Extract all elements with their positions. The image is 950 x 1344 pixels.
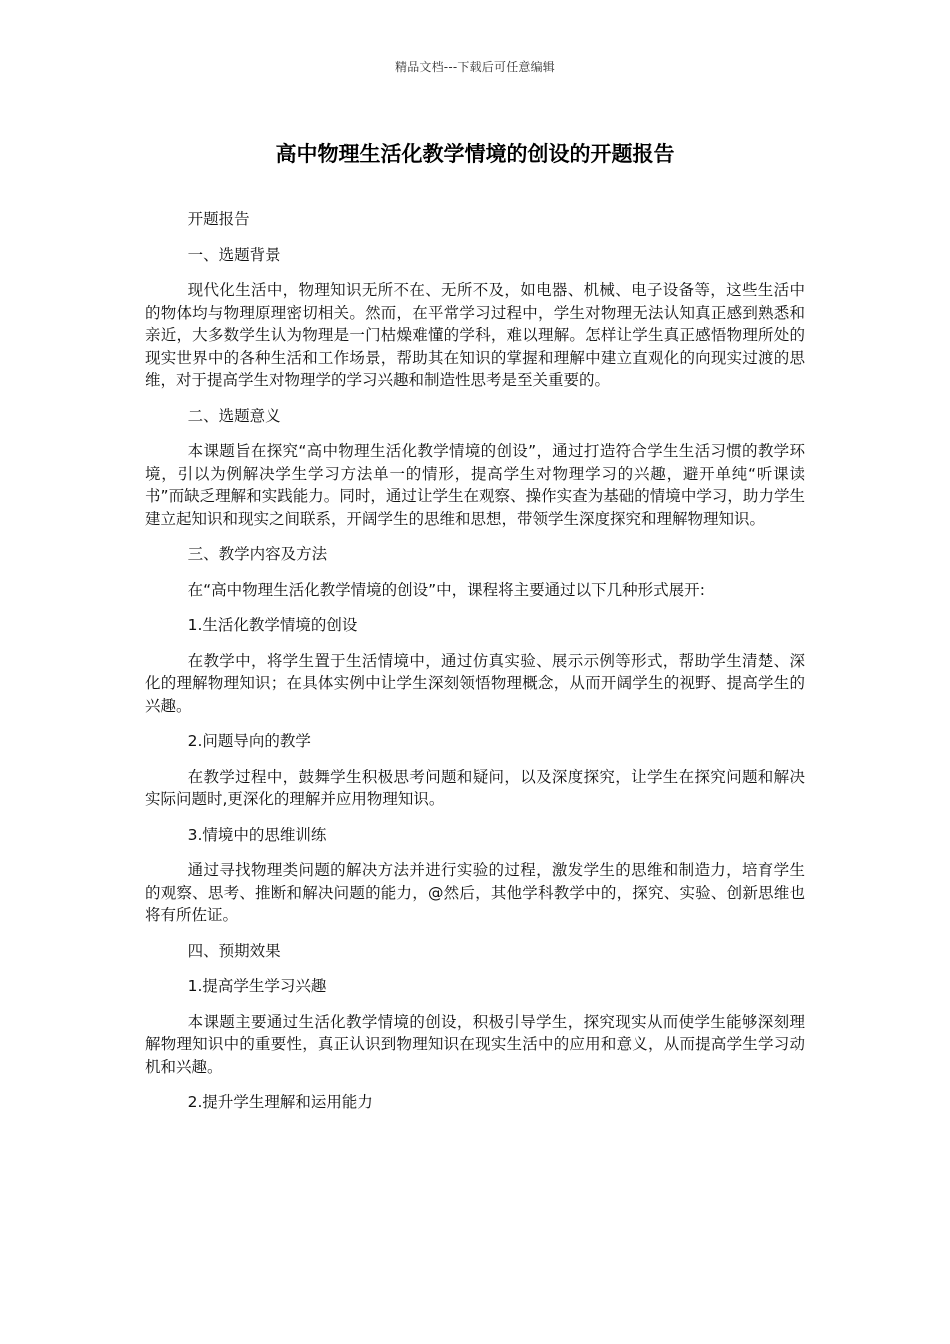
paragraph-content-intro: 在“高中物理生活化教学情境的创设”中，课程将主要通过以下几种形式展开: (187, 580, 705, 599)
paragraph-life-situation: 在教学中，将学生置于生活情境中，通过仿真实验、展示示例等形式，帮助学生清楚、深化的理解物理知识；在具体实例中让学生深刻领悟物理概念，从而开阔学生的视野、提高学生的兴趣。 (145, 651, 805, 715)
document-body (145, 208, 805, 1127)
paragraph-background: 现代化生活中，物理知识无所不在、无所不及，如电器、机械、电子设备等，这些生活中的物体均与物理原理密切相关。然而，在平常学习过程中，学生对物理无法认知真正感到熟悉和亲近，大多数学生认为物理是一门枯燥难懂的学科，难以理解。怎样让学生真正感悟物理所处的现实世界中的各种生活和工作场景，帮助其在知识的掌握和理解中建立直观化的向现实过渡的思维，对于提高学生对物理学的学习兴趣和制造性思考是至关重要的。 (145, 281, 805, 389)
subheading-problem-oriented: 2.问题导向的教学 (187, 732, 311, 750)
document-title: 高中物理生活化教学情境的创设的开题报告 (275, 142, 675, 166)
paragraph-problem-oriented: 在教学过程中，鼓舞学生积极思考问题和疑问，以及深度探究，让学生在探究问题和解决实际问题时,更深化的理解并应用物理知识。 (145, 767, 805, 808)
section-heading-significance: 二、选题意义 (187, 406, 281, 425)
section-heading-background: 一、选题背景 (187, 245, 281, 264)
paragraph-significance: 本课题旨在探究“高中物理生活化教学情境的创设”，通过打造符合学生生活习惯的教学环境，引以为例解决学生学习方法单一的情形，提高学生对物理学习的兴趣，避开单纯“听课读书”而缺乏理解和实践能力。同时，通过让学生在观察、操作实查为基础的情境中学习，助力学生建立起知识和现实之间联系，开阔学生的思维和思想，带领学生深度探究和理解物理知识。 (145, 442, 805, 528)
subheading-improve-ability: 2.提升学生理解和运用能力 (187, 1093, 373, 1111)
report-label: 开题报告 (187, 210, 250, 228)
subheading-life-situation: 1.生活化教学情境的创设 (187, 616, 358, 634)
section-heading-expected-effects: 四、预期效果 (187, 941, 281, 960)
subheading-thinking-training: 3.情境中的思维训练 (187, 825, 327, 844)
section-heading-content-methods: 三、教学内容及方法 (187, 545, 328, 563)
page-header-watermark: 精品文档---下载后可任意编辑 (395, 60, 555, 74)
subheading-improve-interest: 1.提高学生学习兴趣 (187, 977, 327, 995)
paragraph-thinking-training: 通过寻找物理类问题的解决方法并进行实验的过程，激发学生的思维和制造力，培育学生的观察、思考、推断和解决问题的能力，@然后，其他学科教学中的，探究、实验、创新思维也将有所佐证。 (145, 861, 805, 924)
paragraph-improve-interest: 本课题主要通过生活化教学情境的创设，积极引导学生，探究现实从而使学生能够深刻理解物理知识中的重要性，真正认识到物理知识在现实生活中的应用和意义，从而提高学生学习动机和兴趣。 (145, 1012, 805, 1076)
